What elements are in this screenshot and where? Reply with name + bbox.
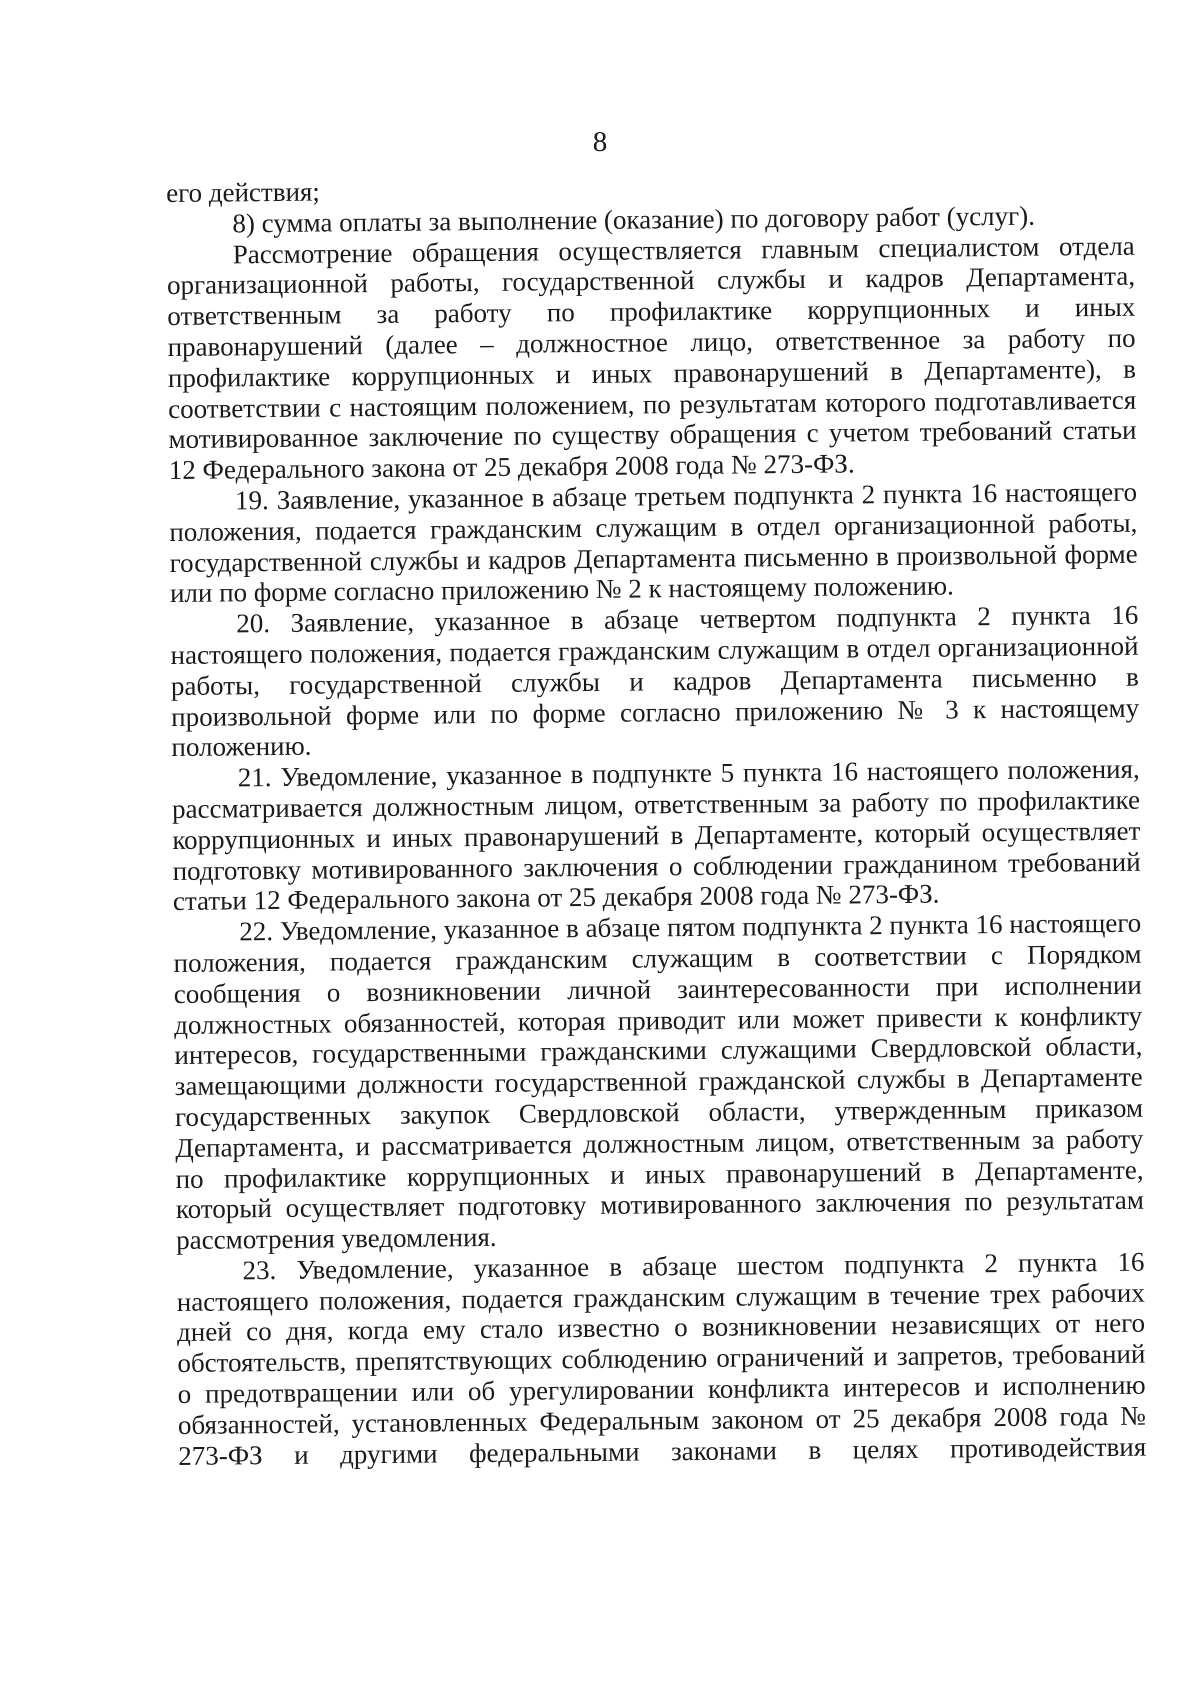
page-number: 8 — [592, 126, 608, 158]
paragraph-23: 23. Уведомление, указанное в абзаце шестом подпункта 2 пункта 16 настоящего положения, подается гражданским служащим в течение трех рабочих дней со дня, когда ему стало известно о возникновении независящих от него обстоятельств, препятствующих соблюдению ограничений и запретов, требований о предотвращении или об урегулировании конфликта интересов и исполнению обязанностей, установленных Федеральным законом от 25 декабря 2008 года № 273-ФЗ и другими федеральными законами в целях противодействия — [176, 1246, 1147, 1471]
paragraph-item-8: 8) сумма оплаты за выполнение (оказание) по договору работ (услуг). — [232, 200, 1036, 239]
paragraph-review: Рассмотрение обращения осуществляется главным специалистом отдела организационной работы, государственной службы и кадров Департамента, ответственным за работу по профилактике коррупционных и иных правонарушений (далее – должностное лицо, ответственное за работу по профилактике коррупционных и иных правонарушений в Департаменте), в соответствии с настоящим положением, по результатам которого подготавливается мотивированное заключение по существу обращения с учетом требований статьи 12 Федерального закона от 25 декабря 2008 года № 273-ФЗ. — [166, 230, 1137, 486]
paragraph-continued: его действия; — [166, 176, 320, 208]
document-body — [166, 169, 1146, 1472]
paragraph-21: 21. Уведомление, указанное в подпункте 5 пункта 16 настоящего положения, рассматривается должностным лицом, ответственным за работу по профилактике коррупционных и иных правонарушений в Департаменте, который осуществляет подготовку мотивированного заключения о соблюдении гражданином требований статьи 12 Федерального закона от 25 декабря 2008 года № 273-ФЗ. — [171, 753, 1141, 917]
paragraph-20: 20. Заявление, указанное в абзаце четвертом подпункта 2 пункта 16 настоящего положения, подается гражданским служащим в отдел организационной работы, государственной службы и кадров Департамента письменно в произвольной форме или по форме согласно приложению № 3 к настоящему положению. — [170, 599, 1140, 763]
paragraph-22: 22. Уведомление, указанное в абзаце пятом подпункта 2 пункта 16 настоящего положения, подается гражданским служащим в соответствии с Порядком сообщения о возникновении личной заинтересованности при исполнении должностных обязанностей, которая приводит или может привести к конфликту интересов, государственными гражданскими служащими Свердловской области, замещающими должности государственной гражданской службы в Департаменте государственных закупок Свердловской области, утвержденным приказом Департамента, и рассматривается должностным лицом, ответственным за работу по профилактике коррупционных и иных правонарушений в Департаменте, который осуществляет подготовку мотивированного заключения по результатам рассмотрения уведомления. — [173, 907, 1144, 1256]
paragraph-19: 19. Заявление, указанное в абзаце третьем подпункта 2 пункта 16 настоящего положения, подается гражданским служащим в отдел организационной работы, государственной службы и кадров Департамента письменно в произвольной форме или по форме согласно приложению № 2 к настоящему положению. — [169, 476, 1138, 609]
